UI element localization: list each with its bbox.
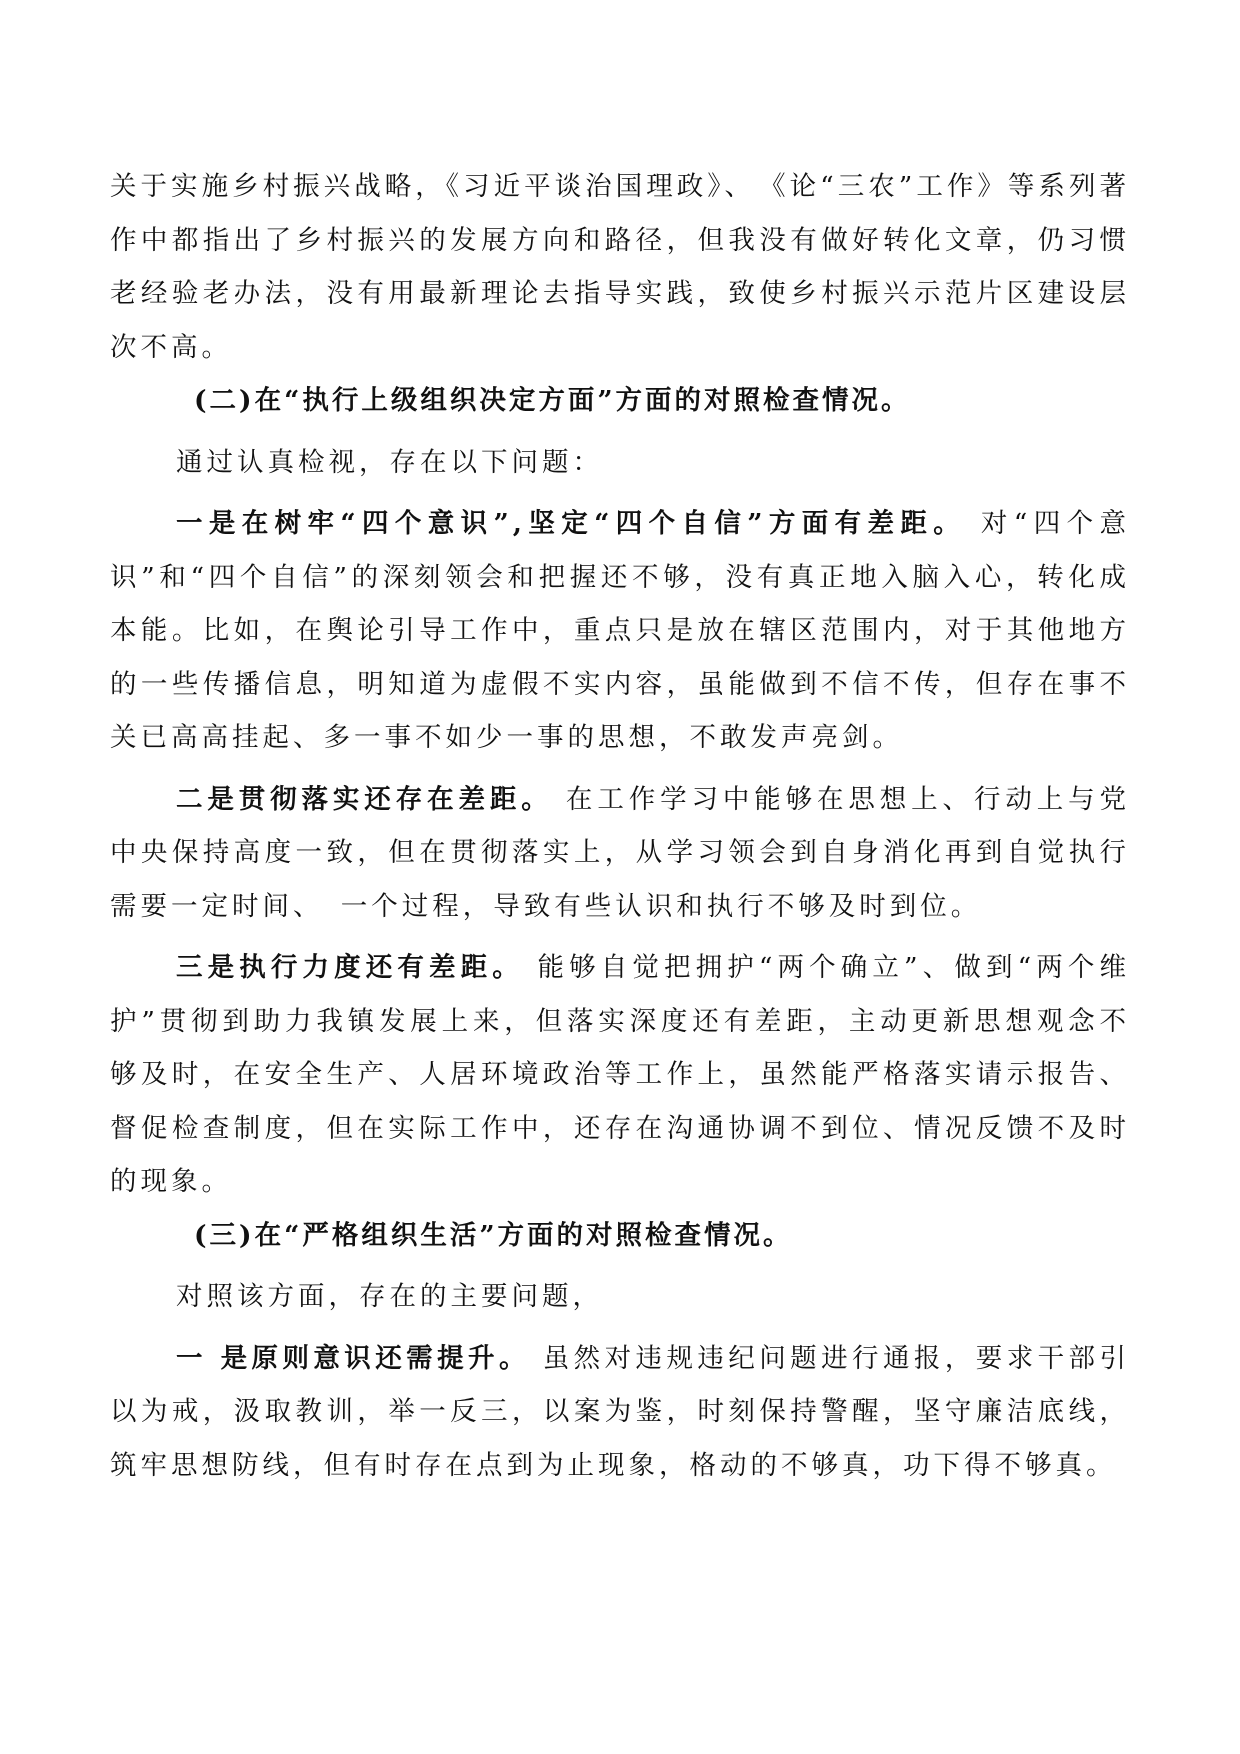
paragraph-main-issues-intro: 对照该方面，存在的主要问题，	[176, 1281, 603, 1312]
section-heading-2: (二)在“执行上级组织决定方面”方面的对照检查情况。	[194, 385, 911, 416]
paragraph-four-consciousness	[110, 497, 1130, 765]
paragraph-lead-2: 二是贯彻落实还存在差距。	[176, 783, 553, 815]
paragraph-implementation-gap	[110, 773, 1130, 934]
paragraph-body-4: 虽然对违规违纪问题进行通报，要求干部引以为戒，汲取教训，举一反三，以案为鉴，时刻保持警醒，坚守廉洁底线，筑牢思想防线，但有时存在点到为止现象，格动的不够真，功下得不够真。	[110, 1342, 1130, 1481]
paragraph-body-3: 能够自觉把拥护“两个确立”、做到“两个维护”贯彻到助力我镇发展上来，但落实深度还有差距，主动更新思想观念不够及时，在安全生产、人居环境政治等工作上，虽然能严格落实请示报告、督促检查制度，但在实际工作中，还存在沟通协调不到位、情况反馈不及时的现象。	[110, 952, 1131, 1197]
paragraph-body-1: 对“四个意识”和“四个自信”的深刻领会和把握还不够，没有真正地入脑入心，转化成本能。比如，在舆论引导工作中，重点只是放在辖区范围内，对于其他地方的一些传播信息，明知道为虚假不实内容，虽能做到不信不传，但存在事不关已高高挂起、多一事不如少一事的思想，不敢发声亮剑。	[110, 508, 1130, 753]
paragraph-lead-1: 一是在树牢“四个意识”,坚定“四个自信”方面有差距。	[176, 508, 967, 539]
paragraph-rural-revitalization: 关于实施乡村振兴战略，《习近平谈治国理政》、 《论“三农”工作》等系列著作中都指出了乡村振兴的发展方向和路径，但我没有做好转化文章，仍习惯老经验老办法，没有用最新理论去指导实践，致使乡村振兴示范片区建设层次不高。	[110, 171, 1130, 363]
paragraph-lead-3: 三是执行力度还有差距。	[176, 952, 524, 983]
paragraph-execution-gap	[110, 941, 1130, 1209]
paragraph-principle-awareness	[110, 1332, 1130, 1493]
paragraph-review-intro: 通过认真检视，存在以下问题：	[176, 446, 603, 478]
document-page	[110, 160, 1130, 1492]
paragraph-body-2: 在工作学习中能够在思想上、行动上与党中央保持高度一致，但在贯彻落实上，从学习领会到自身消化再到自觉执行需要一定时间、 一个过程，导致有些认识和执行不够及时到位。	[110, 783, 1130, 922]
paragraph-lead-4: 一 是原则意识还需提升。	[176, 1342, 530, 1374]
section-heading-3: (三)在“严格组织生活”方面的对照检查情况。	[194, 1219, 793, 1251]
